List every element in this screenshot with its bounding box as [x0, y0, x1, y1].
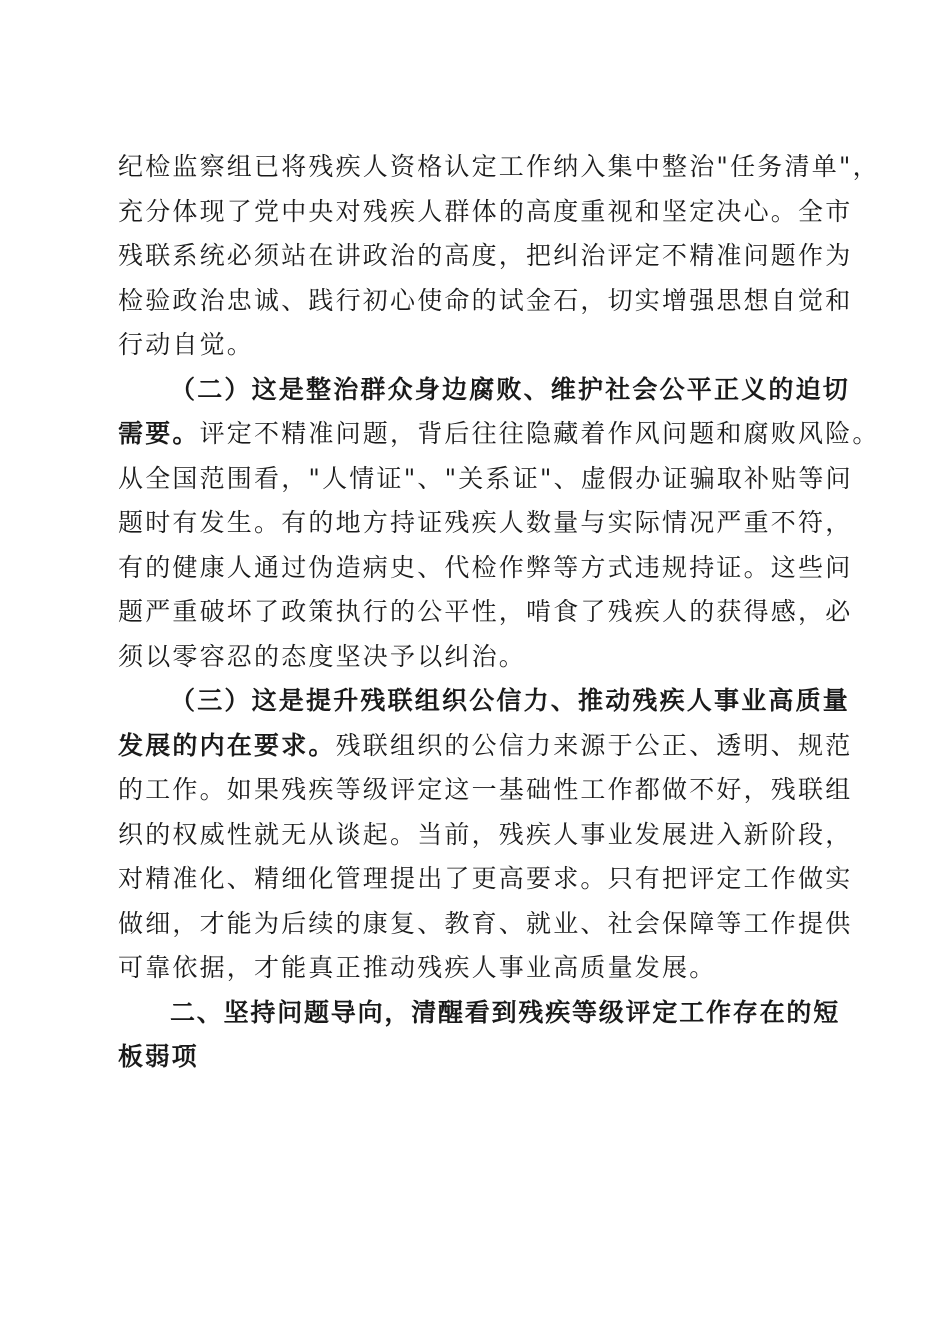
text-run: 残联组织的公信力来源于公正、透明、规范 [335, 730, 853, 760]
text-line: 充分体现了党中央对残疾人群体的高度重视和坚定决心。全市 [118, 196, 853, 226]
text-line: 残联系统必须站在讲政治的高度，把纠治评定不精准问题作为 [118, 241, 853, 270]
text-line: 须以零容忍的态度坚决予以纠治。 [118, 641, 527, 671]
text-line: 做细，才能为后续的康复、教育、就业、社会保障等工作提供 [118, 908, 853, 938]
paragraph-2 [118, 368, 880, 680]
paragraph-3 [118, 679, 853, 991]
paragraph-lead-end: 发展的内在要求。 [118, 730, 336, 760]
text-line: 行动自觉。 [118, 330, 255, 359]
text-line: 从全国范围看，"人情证"、"关系证"、虚假办证骗取补贴等问 [118, 463, 853, 493]
text-line: 题时有发生。有的地方持证残疾人数量与实际情况严重不符， [118, 508, 853, 537]
text-line: 题严重破坏了政策执行的公平性，啃食了残疾人的获得感，必 [118, 597, 853, 626]
paragraph-lead-end: 需要。 [118, 419, 200, 448]
text-line: 检验政治忠诚、践行初心使命的试金石，切实增强思想自觉和 [118, 285, 853, 315]
heading-line: 二、坚持问题导向，清醒看到残疾等级评定工作存在的短 [170, 997, 841, 1027]
section-heading [118, 991, 841, 1080]
document-body [118, 145, 880, 1080]
text-line: 织的权威性就无从谈起。当前，残疾人事业发展进入新阶段， [118, 819, 853, 849]
text-line: 有的健康人通过伪造病史、代检作弊等方式违规持证。这些问 [118, 552, 853, 582]
paragraph-1 [118, 145, 880, 368]
text-line: 纪检监察组已将残疾人资格认定工作纳入集中整治"任务清单"， [118, 152, 880, 181]
text-line: 对精准化、精细化管理提出了更高要求。只有把评定工作做实 [118, 864, 853, 893]
heading-line: 板弱项 [118, 1042, 199, 1071]
text-run: 评定不精准问题，背后往往隐藏着作风问题和腐败风险。 [199, 419, 880, 448]
text-line: 可靠依据，才能真正推动残疾人事业高质量发展。 [118, 953, 717, 982]
paragraph-lead-line: （二）这是整治群众身边腐败、维护社会公平正义的迫切 [170, 374, 851, 404]
text-line [118, 412, 880, 457]
text-line [118, 724, 853, 769]
paragraph-lead-line: （三）这是提升残联组织公信力、推动残疾人事业高质量 [170, 686, 851, 715]
text-line: 的工作。如果残疾等级评定这一基础性工作都做不好，残联组 [118, 775, 853, 804]
